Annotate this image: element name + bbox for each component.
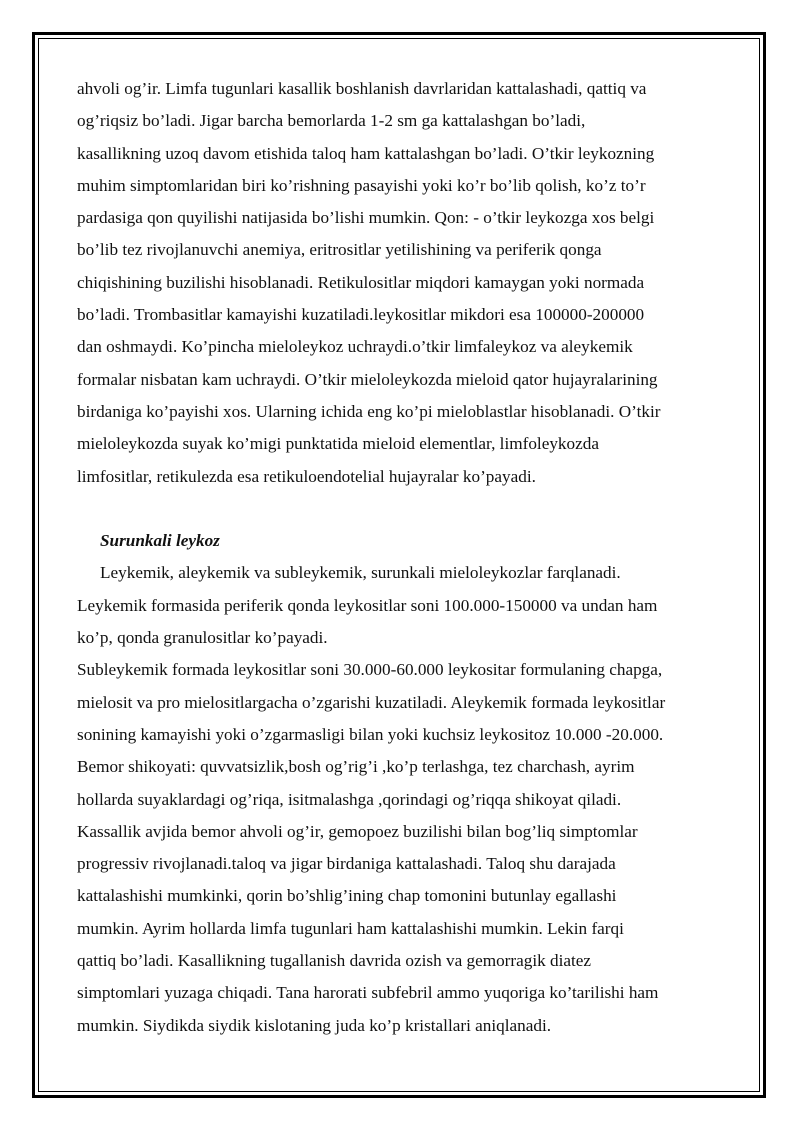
text-line: muhim simptomlaridan biri ko’rishning pasayishi yoki ko’r bo’lib qolish, ko’z to’r: [77, 175, 646, 195]
text-line: kasallikning uzoq davom etishida taloq ham kattalashgan bo’ladi. O’tkir leykozning: [77, 143, 655, 163]
text-line: mieloleykozda suyak ko’migi punktatida mieloid elementlar, limfoleykozda: [77, 434, 599, 454]
text-line: Subleykemik formada leykositlar soni 30.000-60.000 leykositar formulaning chapga,: [77, 660, 663, 680]
text-line: pardasiga qon quyilishi natijasida bo’lishi mumkin. Qon: - o’tkir leykozga xos belgi: [77, 208, 655, 228]
text-line: sonining kamayishi yoki o’zgarmasligi bilan yoki kuchsiz leykositoz 10.000 -20.000.: [77, 724, 664, 744]
text-line: formalar nisbatan kam uchraydi. O’tkir mieloleykozda mieloid qator hujayralarining: [77, 369, 658, 389]
paragraph-acute-leukemia: [77, 73, 737, 493]
text-line: simptomlari yuzaga chiqadi. Tana harorati subfebril ammo yuqoriga ko’tarilishi ham: [77, 983, 659, 1003]
text-line: kattalashishi mumkinki, qorin bo’shlig’ining chap tomonini butunlay egallashi: [77, 886, 617, 906]
text-line: mumkin. Siydikda siydik kislotaning juda ko’p kristallari aniqlanadi.: [77, 1015, 552, 1035]
text-line: mumkin. Ayrim hollarda limfa tugunlari ham kattalashishi mumkin. Lekin farqi: [77, 918, 624, 938]
document-body: [77, 73, 737, 1042]
text-line: Kassallik avjida bemor ahvoli og’ir, gemopoez buzilishi bilan bog’liq simptomlar: [77, 821, 638, 841]
text-line: progressiv rivojlanadi.taloq va jigar birdaniga kattalashadi. Taloq shu darajada: [77, 854, 616, 874]
text-line: Leykemik formasida periferik qonda leykositlar soni 100.000-150000 va undan ham: [77, 595, 658, 615]
text-line: qattiq bo’ladi. Kasallikning tugallanish davrida ozish va gemorragik diatez: [77, 951, 592, 971]
text-line: hollarda suyaklardagi og’riqa, isitmalashga ,qorindagi og’riqqa shikoyat qiladi.: [77, 789, 622, 809]
paragraph-chronic-leukemia: [77, 557, 737, 1041]
text-line: og’riqsiz bo’ladi. Jigar barcha bemorlarda 1-2 sm ga kattalashgan bo’ladi,: [77, 111, 586, 131]
text-line: Bemor shikoyati: quvvatsizlik,bosh og’rig’i ,ko’p terlashga, tez charchash, ayrim: [77, 757, 635, 777]
text-line: limfositlar, retikulezda esa retikuloendotelial hujayralar ko’payadi.: [77, 466, 536, 486]
text-line: chiqishining buzilishi hisoblanadi. Retikulositlar miqdori kamaygan yoki normada: [77, 272, 645, 292]
text-line: dan oshmaydi. Ko’pincha mieloleykoz uchraydi.o’tkir limfaleykoz va aleykemik: [77, 337, 633, 357]
text-line: ko’p, qonda granulositlar ko’payadi.: [77, 628, 328, 648]
text-line: bo’ladi. Trombasitlar kamayishi kuzatiladi.leykositlar mikdori esa 100000-200000: [77, 305, 645, 325]
text-line: bo’lib tez rivojlanuvchi anemiya, eritrositlar yetilishining va periferik qonga: [77, 240, 602, 260]
text-line: Leykemik, aleykemik va subleykemik, surunkali mieloleykozlar farqlanadi.: [100, 563, 621, 583]
text-line: birdaniga ko’payishi xos. Ularning ichida eng ko’pi mieloblastlar hisoblanadi. O’tkir: [77, 401, 661, 421]
text-line: ahvoli og’ir. Limfa tugunlari kasallik boshlanish davrlaridan kattalashadi, qattiq va: [77, 79, 647, 98]
text-line: mielosit va pro mielositlargacha o’zgarishi kuzatiladi. Aleykemik formada leykositlar: [77, 692, 666, 712]
section-heading: Surunkali leykoz: [100, 531, 220, 551]
paragraph-spacer: [77, 493, 737, 525]
